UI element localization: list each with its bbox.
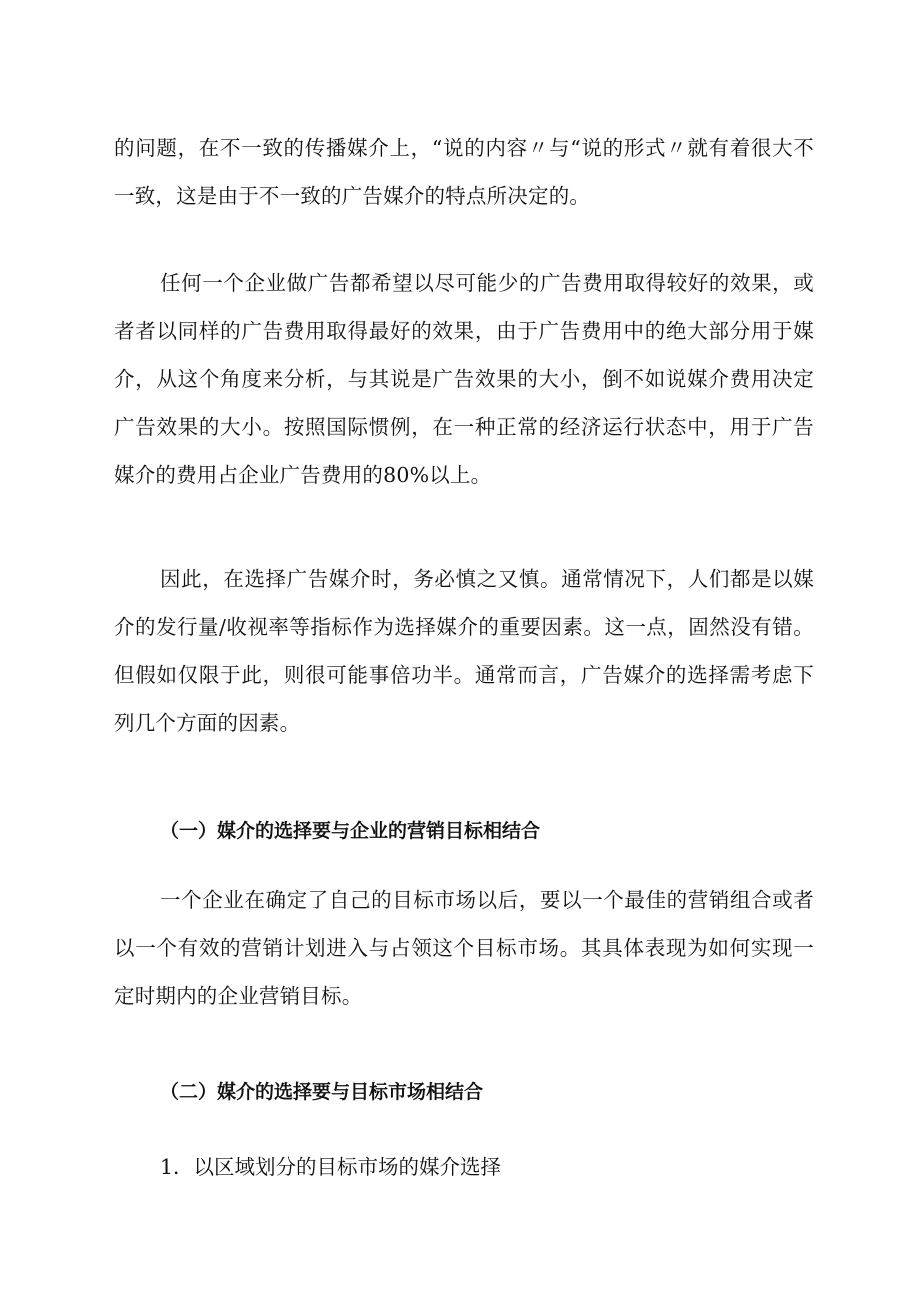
- paragraph-marketing-goals: 一个企业在确定了自己的目标市场以后，要以一个最佳的营销组合或者以一个有效的营销计划进入与占领这个目标市场。其具体表现为如何实现一定时期内的企业营销目标。: [114, 888, 814, 1008]
- numbered-item-regional-market: 1．以区域划分的目标市场的媒介选择: [160, 1155, 502, 1179]
- section-heading-target-market: （二）媒介的选择要与目标市场相结合: [160, 1081, 484, 1103]
- section-heading-marketing-goals: （一）媒介的选择要与企业的营销目标相结合: [160, 820, 541, 842]
- paragraph-advertising-cost: 任何一个企业做广告都希望以尽可能少的广告费用取得较好的效果，或者者以同样的广告费用取得最好的效果，由于广告费用中的绝大部分用于媒介，从这个角度来分析，与其说是广告效果的大小，倒不如说媒介费用决定广告效果的大小。按照国际惯例，在一种正常的经济运行状态中，用于广告媒介的费用占企业广告费用的80%以上。: [114, 271, 814, 487]
- paragraph-media-selection: 因此，在选择广告媒介时，务必慎之又慎。通常情况下，人们都是以媒介的发行量/收视率等指标作为选择媒介的重要因素。这一点，固然没有错。但假如仅限于此，则很可能事倍功半。通常而言，广告媒介的选择需考虑下列几个方面的因素。: [114, 567, 814, 735]
- paragraph-continuation: 的问题，在不一致的传播媒介上，“说的内容〃与“说的形式〃就有着很大不一致，这是由于不一致的广告媒介的特点所决定的。: [114, 136, 814, 208]
